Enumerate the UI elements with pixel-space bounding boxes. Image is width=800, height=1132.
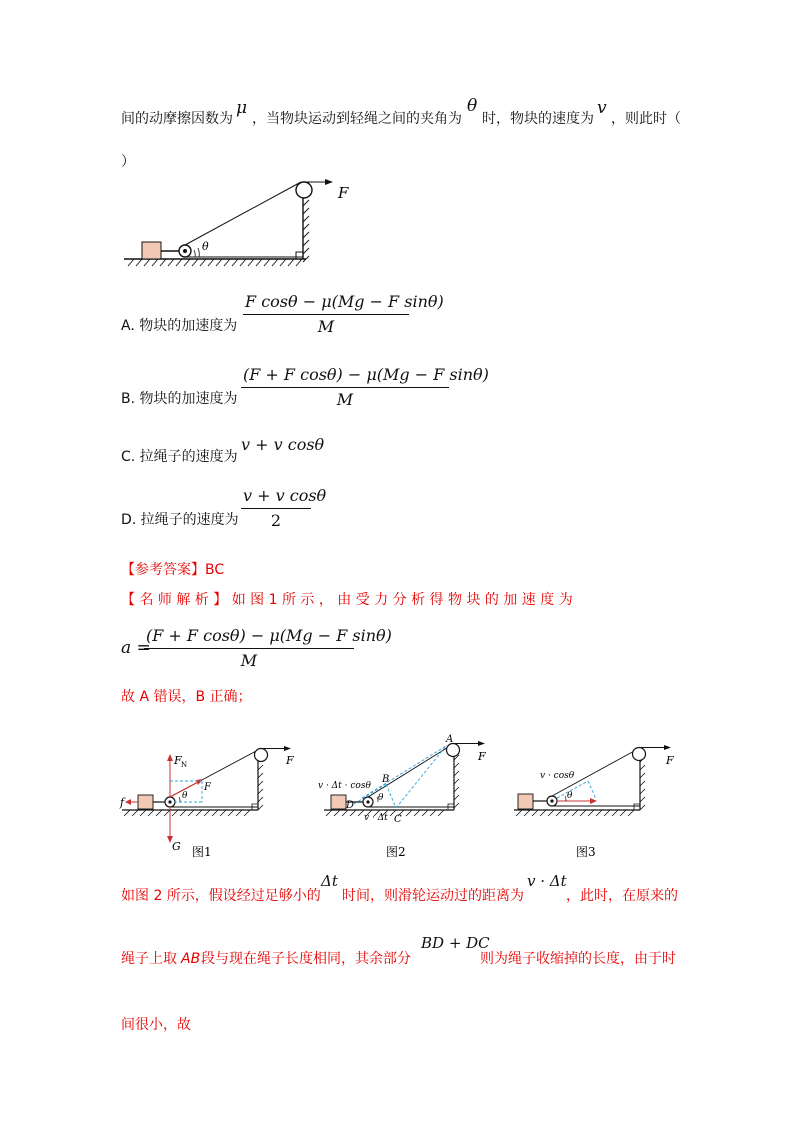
option-b-numerator: (F + F cosθ) − μ(Mg − F sinθ) — [241, 365, 449, 388]
fig2-theta-label: θ — [378, 793, 384, 803]
question-text-5: ） — [121, 154, 135, 170]
option-a-numerator: F cosθ − μ(Mg − F sinθ) — [243, 292, 409, 315]
fig2-vdt-label: v · Δt — [364, 813, 388, 823]
fig3-caption: 图3 — [576, 845, 596, 859]
figure-2-rope-geometry — [314, 732, 504, 862]
acceleration-fraction — [144, 626, 392, 670]
angle-label: θ — [202, 240, 209, 253]
explain-text-3: ，此时，在原来的 — [566, 888, 678, 904]
explain-text-6: 则为绳子收缩掉的长度，由于时 — [480, 951, 676, 967]
fig1-fn-label: F — [174, 754, 182, 767]
mu-symbol: μ — [236, 98, 248, 118]
fig2-point-a: A — [446, 734, 454, 745]
answer-label: 【参考答案】BC — [121, 562, 225, 578]
analysis-intro: 【 名 师 解 析 】 如 图 1 所 示 ， 由 受 力 分 析 得 物 块 的 加 速 度 为 — [121, 592, 573, 608]
force-arrow-diagram — [300, 176, 360, 206]
explain-text-2: 时间，则滑轮运动过的距离为 — [342, 888, 524, 904]
delta-t: Δt — [321, 872, 338, 890]
fig1-force-label: F — [286, 754, 294, 767]
figure-3-velocity-component — [510, 742, 690, 862]
acceleration-denominator: M — [240, 651, 258, 670]
fig2-point-d: D — [346, 800, 355, 811]
pulley-diagram — [120, 176, 320, 272]
explain-text-5: 段与现在绳子长度相同，其余部分 — [201, 951, 411, 967]
theta-symbol: θ — [467, 96, 478, 116]
acceleration-numerator: (F + F cosθ) − μ(Mg − F sinθ) — [144, 626, 354, 649]
option-d-denominator: 2 — [270, 511, 282, 530]
option-b-label: B. 物块的加速度为 — [121, 391, 238, 407]
option-a-denominator: M — [317, 317, 335, 336]
option-c-label: C. 拉绳子的速度为 — [121, 449, 238, 465]
option-a-label: A. 物块的加速度为 — [121, 318, 238, 334]
option-a-fraction — [243, 292, 444, 336]
fig1-f-component-label: F — [204, 782, 211, 793]
explain-text-4: 绳子上取 — [121, 951, 177, 967]
force-label: F — [338, 184, 349, 202]
bd-plus-dc: BD + DC — [421, 934, 490, 952]
option-b-fraction — [241, 365, 489, 409]
option-d-label: D. 拉绳子的速度为 — [121, 512, 239, 528]
question-text-4: ，则此时（ — [611, 111, 681, 127]
fig1-friction-label: f — [120, 796, 125, 809]
v-symbol: v — [597, 98, 607, 118]
explain-text-1: 如图 2 所示，假设经过足够小的 — [121, 888, 321, 904]
fig1-fn-subscript: N — [181, 761, 188, 769]
conclusion-text: 故 A 错误，B 正确； — [121, 689, 252, 705]
fig1-caption: 图1 — [192, 845, 212, 859]
explain-text-7: 间很小，故 — [121, 1017, 191, 1033]
figure-1-force-analysis — [118, 742, 308, 862]
acceleration-lhs: a = — [121, 638, 151, 658]
fig2-force-label: F — [478, 750, 486, 763]
fig1-theta-label: θ — [182, 791, 188, 801]
question-text-2: ，当物块运动到轻绳之间的夹角为 — [252, 111, 462, 127]
fig3-force-label: F — [666, 754, 674, 767]
option-c-expression: v + v cosθ — [241, 435, 325, 454]
v-delta-t: v · Δt — [527, 872, 567, 890]
fig2-point-c: C — [394, 814, 402, 825]
fig2-caption: 图2 — [386, 845, 406, 859]
fig2-point-b: B — [382, 774, 390, 785]
option-d-fraction — [241, 486, 327, 530]
fig3-theta-label: θ — [567, 791, 573, 801]
question-text-1: 间的动摩擦因数为 — [121, 111, 233, 127]
option-b-denominator: M — [336, 390, 354, 409]
fig3-vcos-label: v · cosθ — [540, 771, 575, 781]
option-d-numerator: v + v cosθ — [241, 486, 311, 509]
segment-ab: AB — [181, 951, 201, 967]
fig2-vdtcos-label: v · Δt · cosθ — [318, 781, 371, 791]
fig1-gravity-label: G — [172, 840, 181, 853]
question-text-3: 时，物块的速度为 — [482, 111, 594, 127]
